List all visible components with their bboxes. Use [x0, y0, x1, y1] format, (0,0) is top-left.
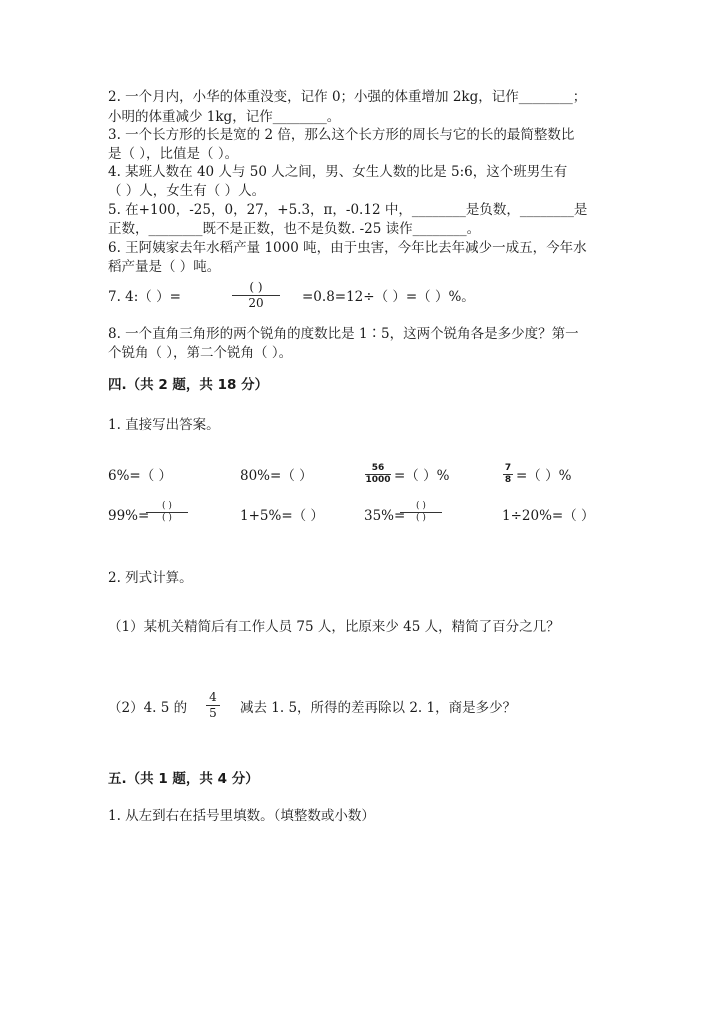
q7-fraction: [232, 280, 280, 311]
q2-2-fraction-num: 4: [209, 690, 217, 704]
r1-frac-7-den: 8: [504, 475, 512, 485]
r1-frac-56-den: 1000: [365, 475, 391, 485]
r2-item-3-label: 35%=: [364, 508, 406, 524]
r2-item-2: 1+5%=（ ）: [240, 508, 324, 524]
section-5-heading: 五.（共 1 题，共 4 分）: [108, 771, 259, 787]
q2-2-fraction: [206, 690, 220, 721]
r1-frac-56-1000: [365, 463, 391, 486]
r1-frac-7-num: 7: [504, 463, 512, 473]
r1-item-3: =（ ）%: [394, 468, 450, 484]
section-4-heading: 四.（共 2 题，共 18 分）: [108, 377, 269, 393]
q2-line-1: 2. 一个月内，小华的体重没变，记作 0；小强的体重增加 2kg，记作________；: [108, 89, 587, 105]
q7-end: =0.8=12÷（ ）=（ ）%。: [302, 289, 475, 305]
r2-frac-3: [400, 501, 442, 524]
r1-item-1: 6%=（ ）: [108, 468, 173, 484]
s4-q1-title: 1. 直接写出答案。: [108, 417, 220, 433]
r2-frac-1-num: ( ): [162, 501, 172, 511]
q7-start: 7. 4:（ ）=: [108, 289, 181, 305]
q4-line-2: （ ）人，女生有（ ）人。: [108, 183, 266, 199]
q5-line-1: 5. 在+100，-25，0，27，+5.3，π，-0.12 中，________是负数，________是: [108, 202, 588, 218]
r2-frac-3-num: ( ): [416, 501, 426, 511]
q6-line-1: 6. 王阿姨家去年水稻产量 1000 吨，由于虫害，今年比去年减少一成五，今年水: [108, 240, 587, 256]
q8-line-1: 8. 一个直角三角形的两个锐角的度数比是 1∶5，这两个锐角各是多少度？第一: [108, 326, 579, 342]
q7-fraction-numerator: ( ): [249, 280, 263, 294]
r1-frac-7-8: [503, 463, 513, 486]
q7-fraction-denominator: 20: [248, 296, 264, 310]
r2-frac-1: [146, 501, 188, 524]
q4-line-1: 4. 某班人数在 40 人与 50 人之间，男、女生人数的比是 5:6，这个班男生有: [108, 164, 568, 180]
s4-q2-part-2-start: （2）4. 5 的: [108, 700, 188, 716]
s4-q2-title: 2. 列式计算。: [108, 570, 193, 586]
r2-frac-1-den: ( ): [162, 513, 172, 523]
q8-line-2: 个锐角（ ），第二个锐角（ ）。: [108, 345, 293, 361]
s4-q2-part-1: （1）某机关精简后有工作人员 75 人，比原来少 45 人，精简了百分之几？: [108, 619, 560, 635]
q2-line-2: 小明的体重减少 1kg，记作________。: [108, 109, 341, 125]
r1-item-4: =（ ）%: [516, 468, 572, 484]
r1-item-2: 80%=（ ）: [240, 468, 313, 484]
q6-line-2: 稻产量是（ ）吨。: [108, 259, 221, 275]
s4-q2-part-2-end: 减去 1. 5，所得的差再除以 2. 1，商是多少？: [240, 700, 517, 716]
q3-line-1: 3. 一个长方形的长是宽的 2 倍，那么这个长方形的周长与它的长的最简整数比: [108, 127, 575, 143]
r2-frac-3-den: ( ): [416, 513, 426, 523]
r2-item-4: 1÷20%=（ ）: [502, 508, 595, 524]
s5-q1: 1. 从左到右在括号里填数。（填整数或小数）: [108, 808, 375, 824]
r2-item-1-label: 99%=: [108, 508, 150, 524]
q2-2-fraction-den: 5: [209, 706, 217, 720]
r1-frac-56-num: 56: [371, 463, 385, 473]
q5-line-2: 正数，________既不是正数，也不是负数. -25 读作________。: [108, 221, 481, 237]
q3-line-2: 是（ ），比值是（ ）。: [108, 146, 239, 162]
